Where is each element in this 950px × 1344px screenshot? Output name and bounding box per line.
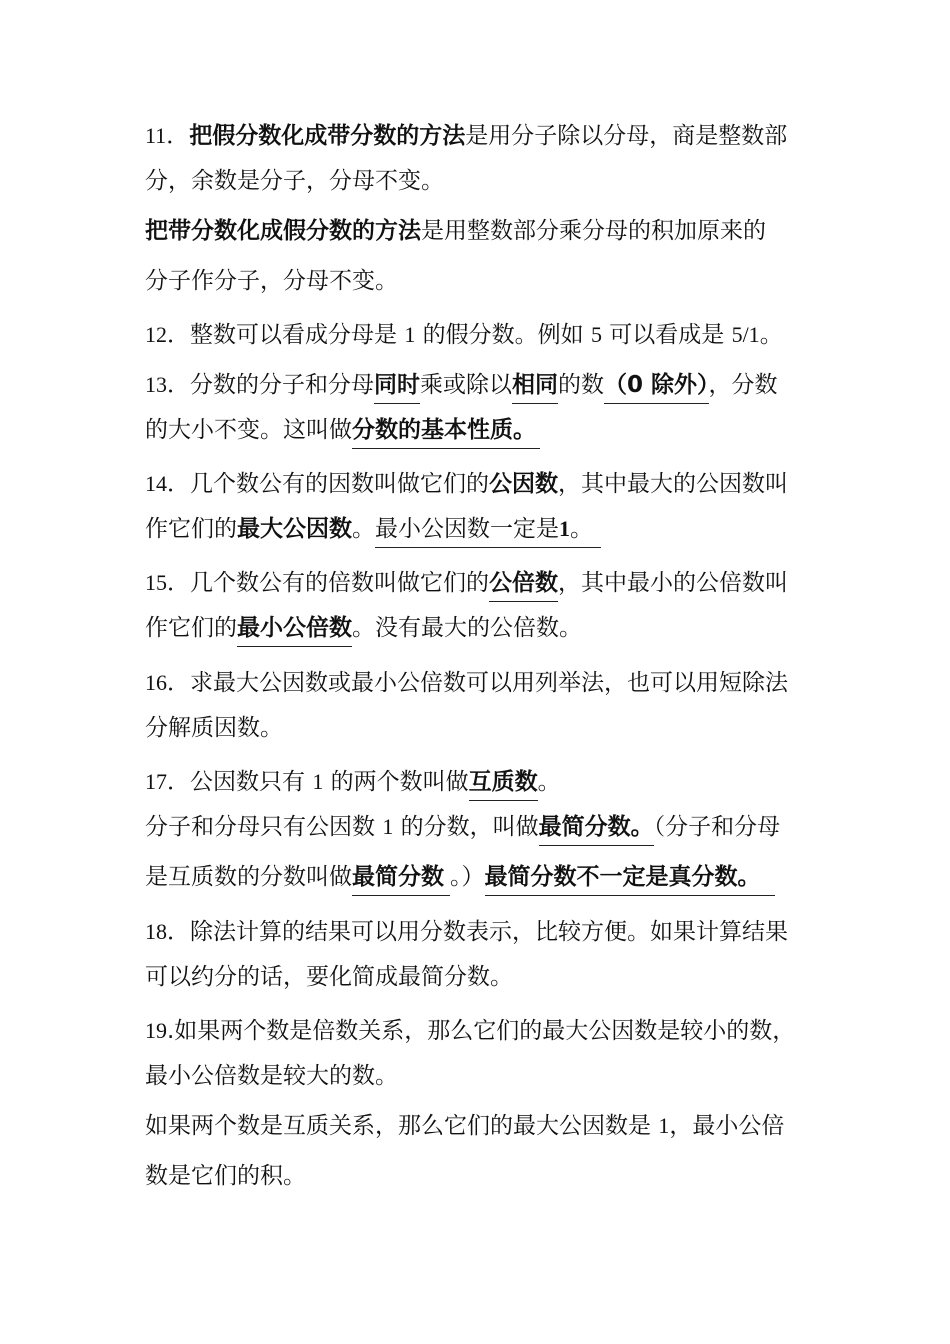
text: 作它们的 [145, 516, 237, 542]
text: 。 [537, 769, 561, 795]
text: 。） [450, 864, 485, 890]
text: ．分数的分子和分母 [167, 372, 374, 398]
text: ．整数可以看成分母是 [167, 322, 397, 348]
text: 是用分子除以分母，商是整数部 [465, 123, 788, 149]
item-19-line-2 [145, 1060, 398, 1092]
key-term: 最简分数 [352, 864, 444, 890]
item-11-line-3 [145, 215, 766, 247]
key-term: 相同 [512, 372, 558, 398]
item-14-line-1 [145, 468, 788, 500]
text: 是用整数部分乘分母的积加原来的 [421, 218, 766, 244]
text: ．几个数公有的倍数叫做它们的 [167, 570, 489, 596]
text: 乘或除以 [420, 372, 512, 398]
text: 的数 [558, 372, 604, 398]
text: 的假分数。例如 [422, 322, 584, 348]
key-term: 最简分数。 [538, 814, 654, 840]
item-number: 13 [145, 372, 167, 397]
key-term: 把带分数化成假分数的方法 [145, 218, 421, 244]
item-number: 19 [145, 1018, 167, 1043]
text: 的大小不变。这叫做 [145, 417, 352, 443]
key-number: 1 [559, 516, 570, 541]
text: 是互质数的分数叫做 [145, 864, 352, 890]
number: 1 [382, 814, 394, 839]
item-number: 16 [145, 670, 167, 695]
key-term: 公倍数 [489, 570, 558, 596]
item-12-line-1 [145, 319, 783, 351]
item-number: 12 [145, 322, 167, 347]
text: 数是它们的积。 [145, 1163, 306, 1189]
item-17-line-1 [145, 766, 561, 798]
key-term: 最大公因数 [237, 516, 352, 542]
text: .如果两个数是倍数关系，那么它们的最大公因数是较小的数， [167, 1018, 796, 1044]
item-19-line-4 [145, 1160, 306, 1192]
item-11-line-4 [145, 265, 398, 297]
item-13-line-2 [145, 414, 540, 446]
number: 1 [404, 322, 416, 347]
key-term: （0 除外） [604, 372, 709, 398]
text: 的分数，叫做 [400, 814, 539, 840]
item-13-line-1 [145, 369, 778, 401]
text: 的两个数叫做 [330, 769, 469, 795]
text: ，分数 [708, 372, 778, 398]
text: 最小公倍数是较大的数。 [145, 1063, 398, 1089]
item-number: 15 [145, 570, 167, 595]
text: 可以约分的话，要化简成最简分数。 [145, 964, 513, 990]
key-term: 最小公倍数 [237, 615, 352, 641]
text: （分子和分母 [653, 814, 781, 840]
key-term: 最简分数不一定是真分数。 [484, 864, 761, 890]
key-term: 互质数 [468, 769, 538, 795]
text: ．求最大公因数或最小公倍数可以用列举法，也可以用短除法 [167, 670, 788, 696]
item-17-line-2 [145, 811, 780, 843]
text: ．几个数公有的因数叫做它们的 [167, 471, 489, 497]
number: 1 [312, 769, 324, 794]
text: 分解质因数。 [145, 715, 283, 741]
text: ．除法计算的结果可以用分数表示，比较方便。如果计算结果 [167, 919, 788, 945]
text: 。 [759, 322, 783, 348]
item-16-line-1 [145, 667, 788, 699]
separator: ． [166, 123, 190, 149]
item-number: 11 [145, 123, 167, 148]
text: ，其中最大的公因数叫 [558, 471, 788, 497]
item-15-line-2 [145, 612, 582, 644]
key-term: 同时 [374, 372, 420, 398]
item-number: 18 [145, 919, 167, 944]
item-14-line-2 [145, 513, 601, 545]
text: 分子作分子，分母不变。 [145, 268, 398, 294]
text: 分子和分母只有公因数 [145, 814, 375, 840]
text: 如果两个数是互质关系，那么它们的最大公因数是 [145, 1113, 651, 1139]
item-17-line-3 [145, 861, 775, 893]
text: 。 [352, 516, 375, 542]
item-19-line-3 [145, 1110, 784, 1142]
fraction: 5/1 [731, 322, 760, 347]
key-term: 分数的基本性质。 [352, 417, 536, 443]
text: 可以看成是 [609, 322, 725, 348]
text: 分，余数是分子，分母不变。 [145, 168, 444, 194]
item-18-line-2 [145, 961, 513, 993]
item-19-line-1 [145, 1015, 795, 1047]
number: 5 [590, 322, 602, 347]
key-term: 公因数 [489, 471, 558, 497]
item-11-line-2 [145, 165, 444, 197]
item-18-line-1 [145, 916, 788, 948]
item-11-line-1 [145, 120, 787, 152]
text: ．公因数只有 [167, 769, 305, 795]
text: ，最小公倍 [669, 1113, 785, 1139]
text: ，其中最小的公倍数叫 [558, 570, 788, 596]
text: 。没有最大的公倍数。 [352, 615, 582, 641]
item-number: 17 [145, 769, 167, 794]
key-term: 把假分数化成带分数的方法 [189, 123, 466, 149]
item-15-line-1 [145, 567, 788, 599]
text: 。 [570, 516, 593, 542]
number: 1 [658, 1113, 670, 1138]
text: 最小公因数一定是 [375, 516, 559, 542]
item-16-line-2 [145, 712, 283, 744]
item-number: 14 [145, 471, 167, 496]
text: 作它们的 [145, 615, 237, 641]
